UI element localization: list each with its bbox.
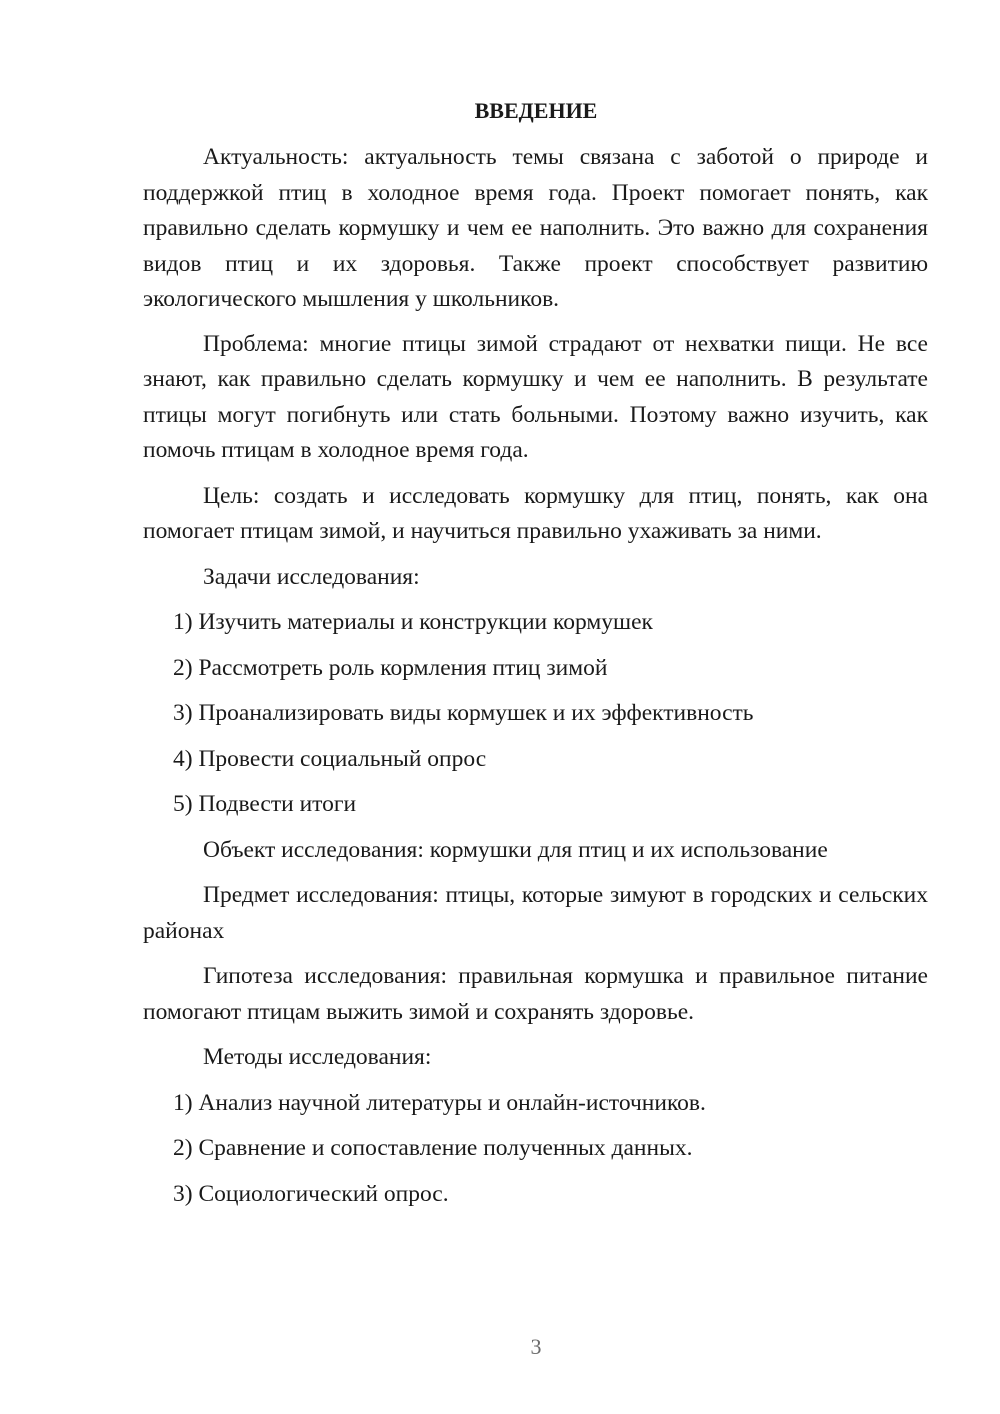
task-item: 3) Проанализировать виды кормушек и их эффективность	[173, 700, 754, 726]
object-paragraph: Объект исследования: кормушки для птиц и их использование	[203, 836, 828, 863]
problem-paragraph: Проблема: многие птицы зимой страдают от нехватки пищи. Не все знают, как правильно сделать кормушку и чем ее наполнить. В результате птицы могут погибнуть или стать больными. Поэтому важно изучить, как помочь птицам в холодное время года.	[143, 330, 928, 463]
tasks-title: Задачи исследования:	[203, 563, 420, 590]
subject-paragraph: Предмет исследования: птицы, которые зимуют в городских и сельских районах	[143, 882, 928, 944]
relevance-paragraph: Актуальность: актуальность темы связана с заботой о природе и поддержкой птиц в холодное время года. Проект помогает понять, как правильно сделать кормушку и чем ее наполнить. Это важно для сохранения видов птиц и их здоровья. Также проект способствует развитию экологического мышления у школьников.	[143, 144, 928, 312]
method-item: 3) Социологический опрос.	[173, 1180, 449, 1207]
task-item: 4) Провести социальный опрос	[173, 745, 487, 772]
hypothesis-paragraph: Гипотеза исследования: правильная кормушка и правильное питание помогают птицам выжить зимой и сохранять здоровье.	[143, 963, 928, 1025]
task-item: 5) Подвести итоги	[173, 791, 357, 817]
task-item: 2) Рассмотреть роль кормления птиц зимой	[173, 654, 608, 681]
method-item: 2) Сравнение и сопоставление полученных данных.	[173, 1135, 693, 1161]
task-item: 1) Изучить материалы и конструкции кормушек	[173, 609, 653, 635]
tasks-list	[143, 605, 928, 823]
section-heading: ВВЕДЕНИЕ	[474, 98, 598, 123]
page-content	[143, 140, 928, 1212]
methods-list	[143, 1086, 928, 1213]
method-item: 1) Анализ научной литературы и онлайн-источников.	[173, 1089, 706, 1116]
goal-paragraph: Цель: создать и исследовать кормушку для птиц, понять, как она помогает птицам зимой, и научиться правильно ухаживать за ними.	[143, 482, 928, 544]
page-number: 3	[530, 1334, 542, 1359]
methods-title: Методы исследования:	[203, 1044, 432, 1070]
